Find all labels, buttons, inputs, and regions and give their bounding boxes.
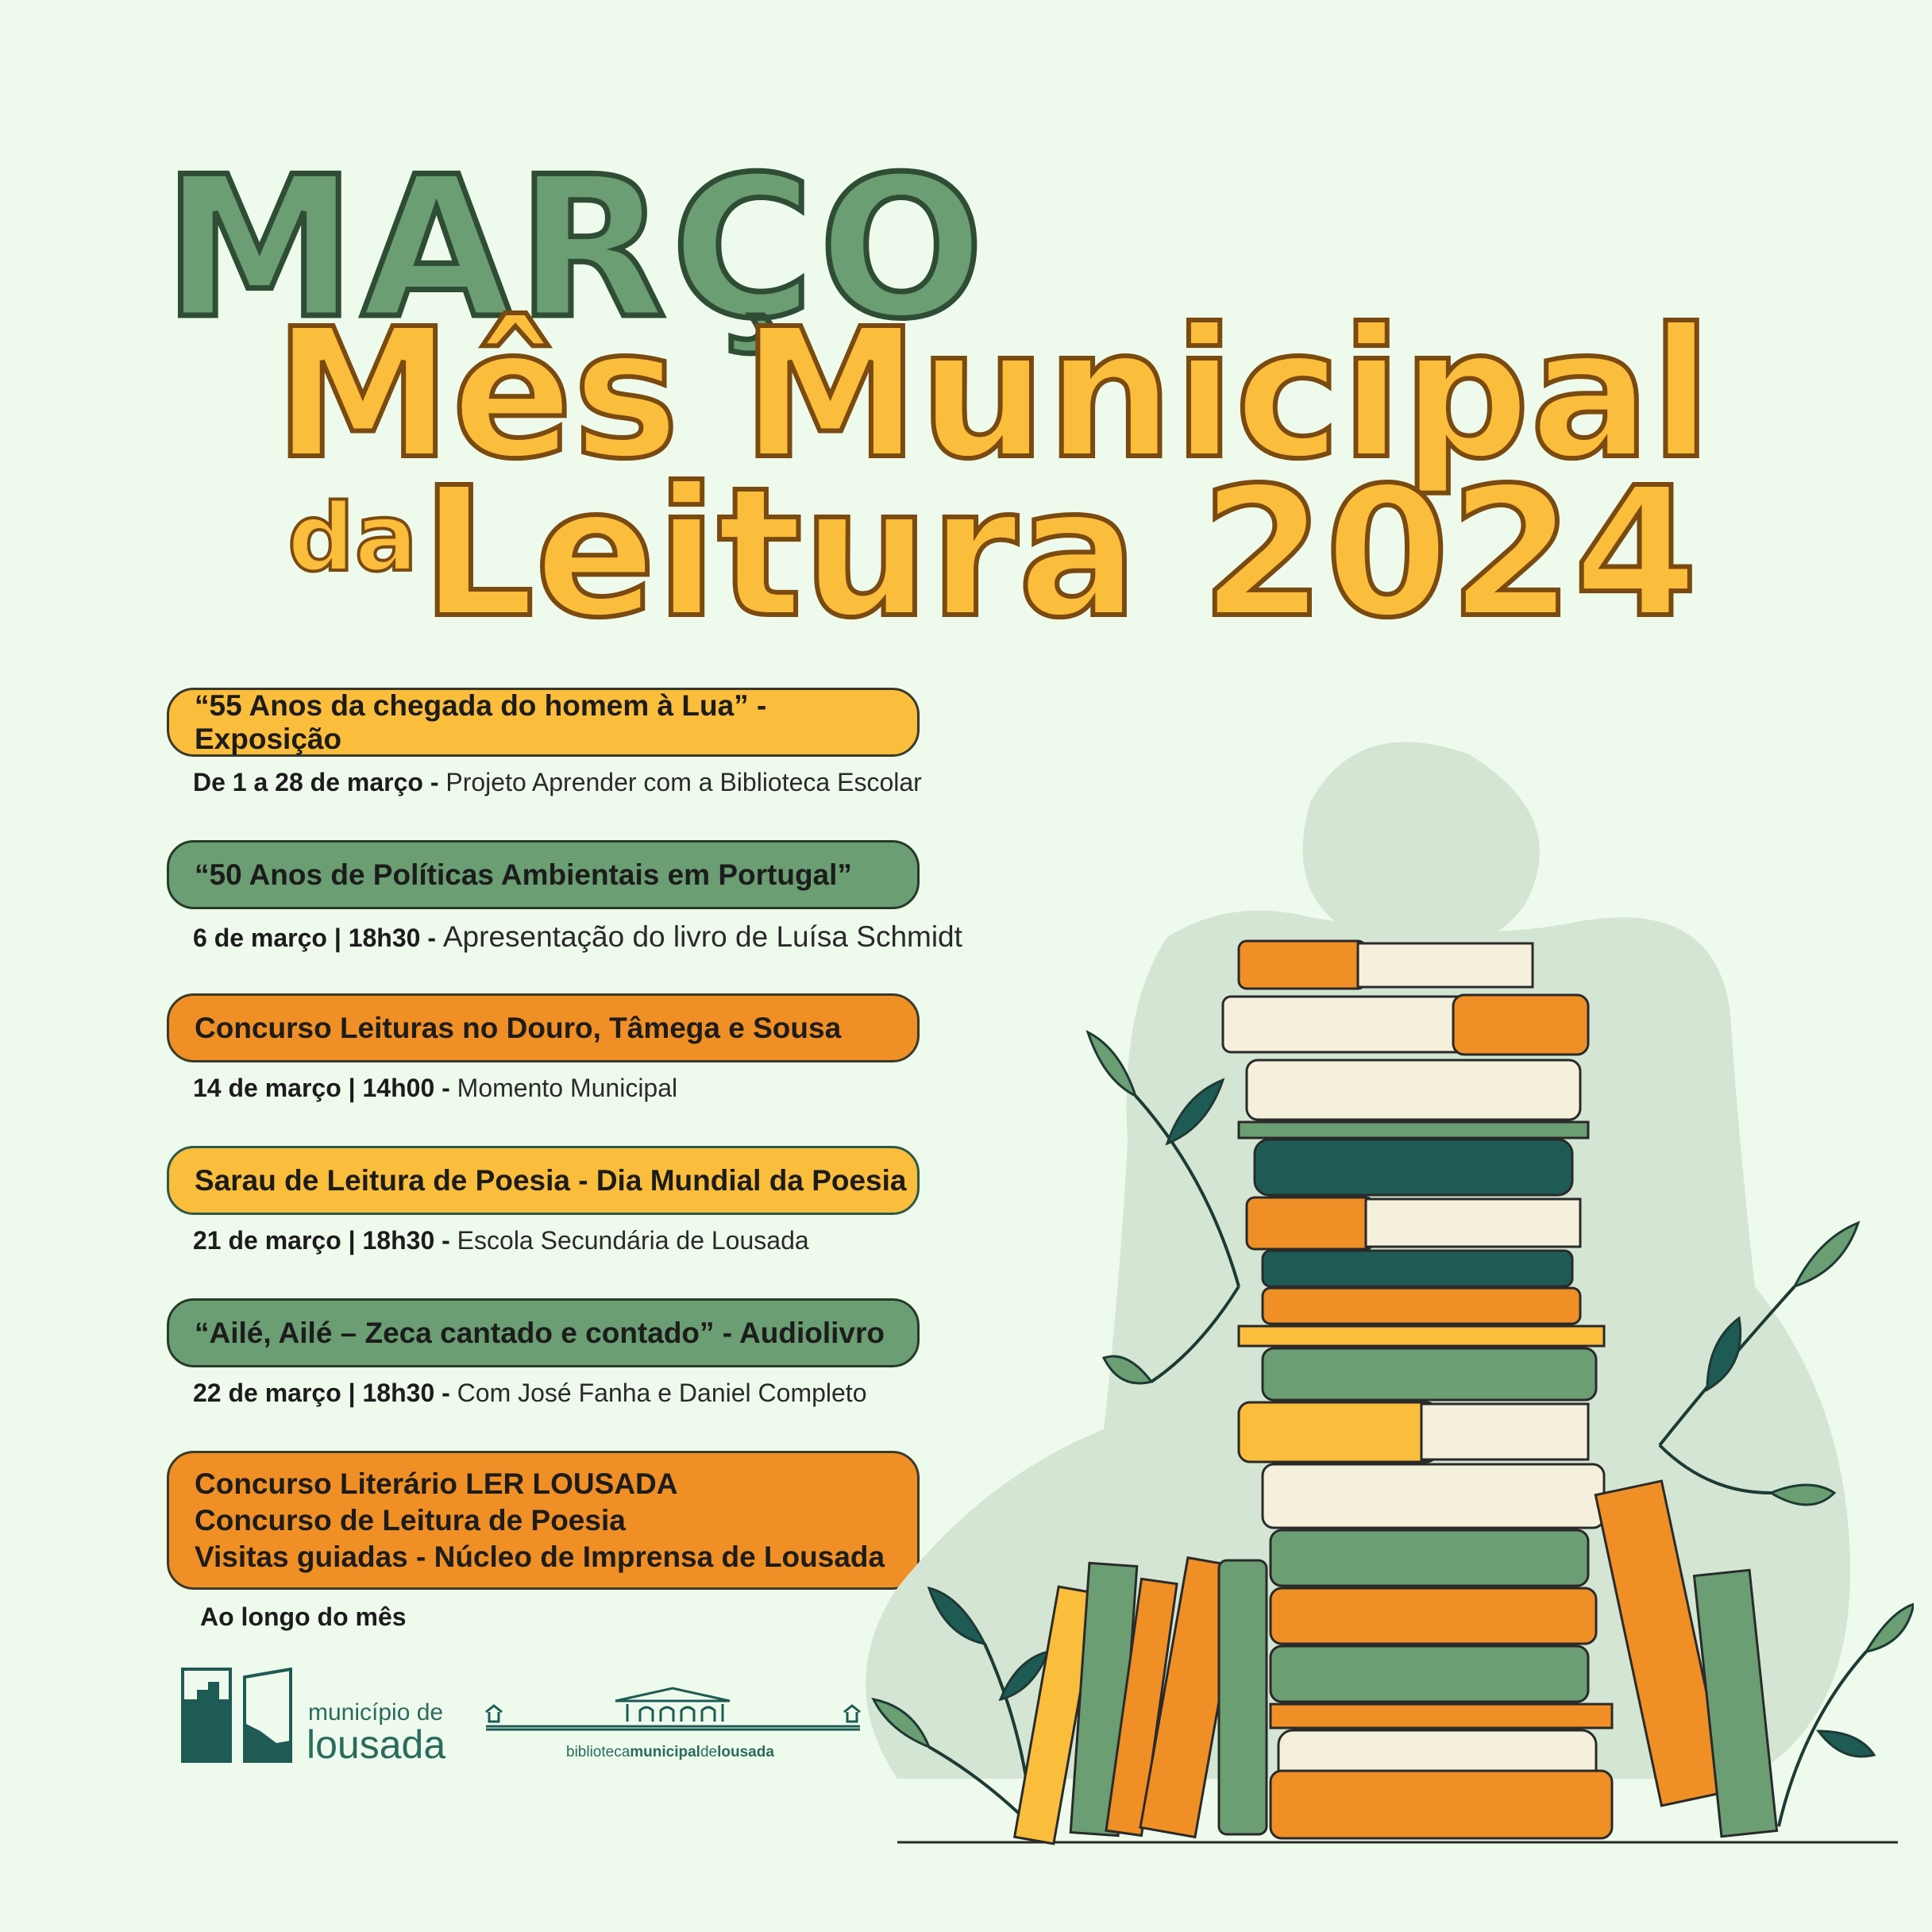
event-4-title: Sarau de Leitura de Poesia - Dia Mundial da Poesia [167,1146,920,1215]
event-5-detail: Com José Fanha e Daniel Completo [457,1379,867,1407]
title-line1: Mês Municipal [274,291,1712,499]
title-line2: Leitura 2024 [421,449,1699,657]
event-4-when: 21 de março | 18h30 - [193,1226,450,1255]
event-2-when: 6 de março | 18h30 - [193,924,436,952]
multi-event-line-1: Concurso Literário LER LOUSADA [195,1467,678,1500]
multi-event-line-2: Concurso de Leitura de Poesia [195,1503,626,1537]
book-stack [1223,941,1612,1838]
event-2-title: “50 Anos de Políticas Ambientais em Portugal” [167,840,920,909]
event-5-when: 22 de março | 18h30 - [193,1379,450,1407]
municipio-logo-icon [181,1668,292,1764]
biblioteca-word-c: de [700,1744,718,1760]
multi-event-when-wrap [200,1602,407,1632]
title-prefix: da [287,483,418,592]
event-3-detail: Momento Municipal [457,1074,678,1102]
event-3-info [193,1074,677,1103]
biblioteca-wordmark [566,1744,774,1761]
multi-event-line-3: Visitas guiadas - Núcleo de Imprensa de Lousada [195,1540,885,1573]
background-blob-small [1303,742,1540,951]
biblioteca-logo-icon [484,1685,862,1749]
event-1-title: “55 Anos da chegada do homem à Lua” - Exposição [167,688,920,757]
biblioteca-word-a: biblioteca [566,1744,631,1760]
title-month: MARÇO [163,135,989,361]
event-4-detail: Escola Secundária de Lousada [457,1226,809,1255]
event-3-title: Concurso Leituras no Douro, Tâmega e Sousa [167,993,920,1062]
multi-event-box [167,1451,920,1590]
biblioteca-word-b: municipal [630,1744,700,1760]
event-5-info [193,1379,866,1408]
book-stack-illustration [866,731,1914,1858]
event-2-info [193,920,962,954]
biblioteca-word-d: lousada [717,1744,774,1760]
event-3-when: 14 de março | 14h00 - [193,1074,450,1102]
event-5-title: “Ailé, Ailé – Zeca cantado e contado” - Audiolivro [167,1298,920,1367]
event-1-detail: Projeto Aprender com a Biblioteca Escolar [445,768,922,796]
event-2-detail: Apresentação do livro de Luísa Schmidt [442,920,962,953]
event-1-when: De 1 a 28 de março - [193,768,439,796]
event-1-info [193,768,922,797]
multi-event-when: Ao longo do mês [200,1602,407,1631]
event-4-info [193,1226,809,1255]
municipio-line1: município de [308,1699,444,1726]
municipio-line2: lousada [307,1722,446,1767]
